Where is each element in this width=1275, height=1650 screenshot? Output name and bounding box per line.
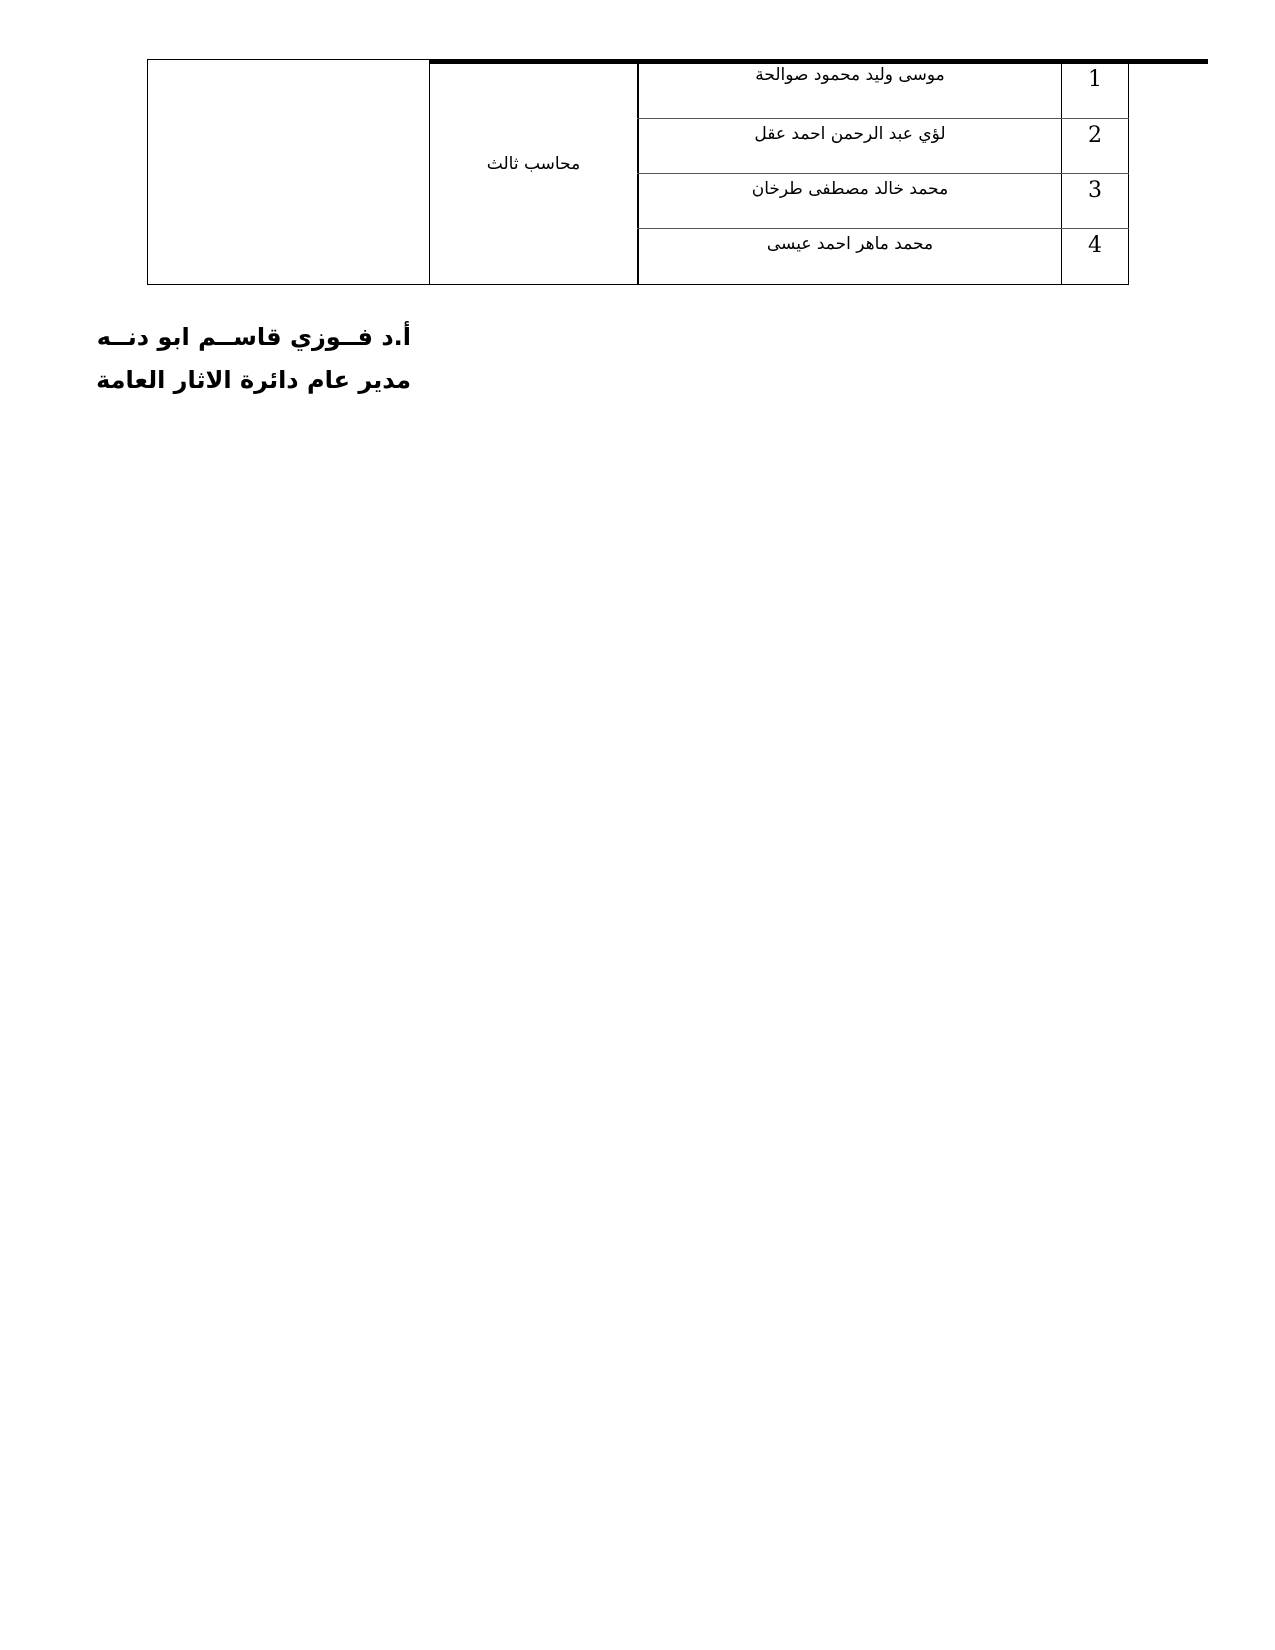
- row-divider-1: [637, 118, 1129, 119]
- table-cell-name: محمد خالد مصطفى طرخان: [751, 179, 949, 199]
- signature-name: أ.د فــوزي قاســم ابو دنــه: [96, 323, 411, 351]
- table-cell-index: 2: [1088, 123, 1102, 148]
- table-border-bottom: [147, 284, 1129, 285]
- employees-table: [147, 59, 1128, 285]
- table-border-left: [147, 59, 148, 285]
- row-divider-2: [637, 173, 1129, 174]
- table-border-right: [1128, 59, 1129, 285]
- row-divider-3: [637, 228, 1129, 229]
- table-border-top-left: [147, 59, 430, 60]
- table-cell-job-title: محاسب ثالث: [486, 154, 581, 174]
- table-cell-name: محمد ماهر احمد عيسى: [766, 234, 934, 254]
- table-cell-index: 4: [1088, 233, 1102, 258]
- table-cell-index: 3: [1088, 178, 1102, 203]
- table-top-border: [429, 59, 1208, 64]
- table-cell-name: لؤي عبد الرحمن احمد عقل: [754, 124, 946, 144]
- table-cell-name: موسى وليد محمود صوالحة: [755, 65, 945, 85]
- signature-title: مدير عام دائرة الاثار العامة: [96, 366, 411, 394]
- table-cell-index: 1: [1088, 67, 1102, 92]
